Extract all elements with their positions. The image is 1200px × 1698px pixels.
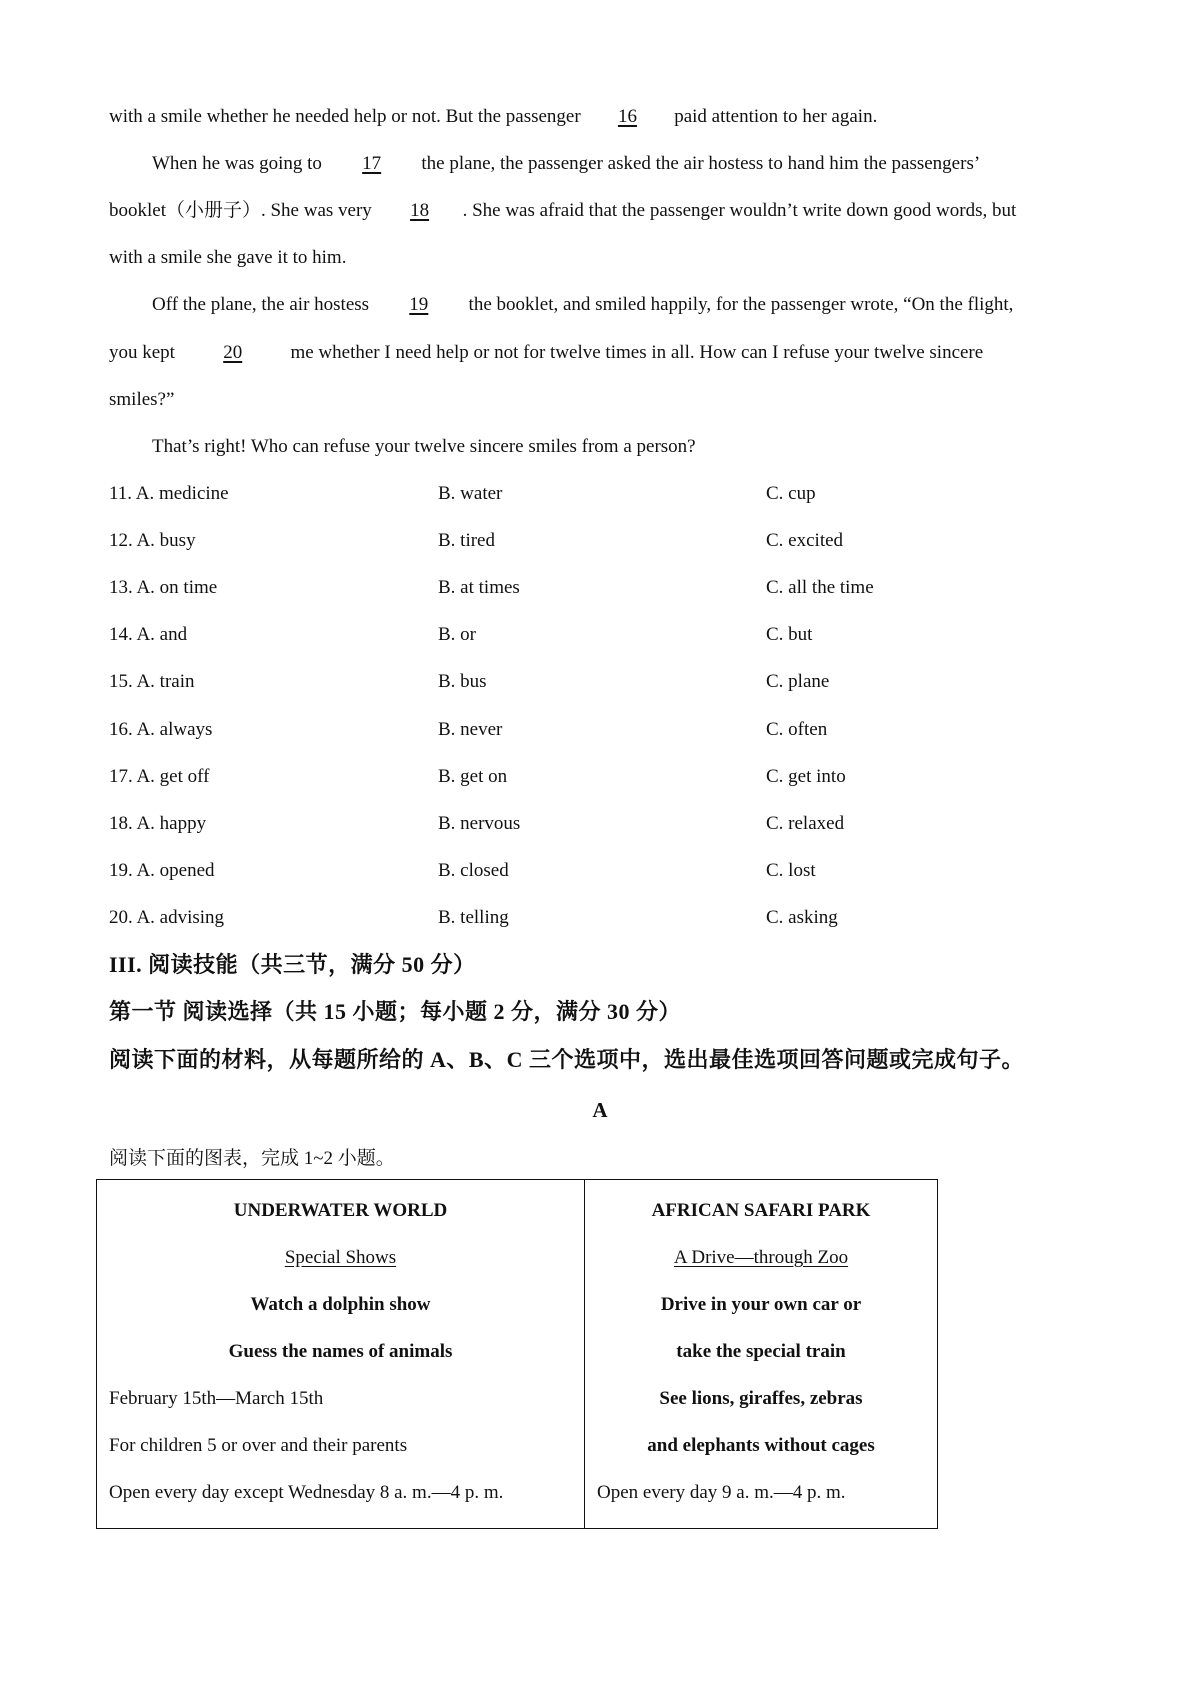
option-a: 18. A. happy	[109, 813, 207, 834]
option-row-11	[0, 481, 1200, 507]
section-heading: III. 阅读技能（共三节，满分 50 分）	[109, 952, 476, 977]
cell-line: take the special train	[676, 1341, 846, 1362]
option-a: 15. A. train	[109, 671, 195, 692]
option-row-15	[0, 669, 1200, 695]
passage-line	[152, 151, 980, 177]
option-a: 20. A. advising	[109, 907, 225, 928]
passage-text: booklet（小册子）. She was very	[109, 200, 377, 221]
cell-subtitle	[585, 1245, 937, 1271]
passage-text: me whether I need help or not for twelve times in all. How can I refuse your twelve sincere	[285, 342, 984, 363]
passage-line	[109, 340, 983, 366]
cell-title: UNDERWATER WORLD	[233, 1200, 448, 1221]
option-b: B. water	[438, 483, 503, 504]
option-b: B. closed	[438, 860, 509, 881]
passage-text: the booklet, and smiled happily, for the passenger wrote, “On the flight,	[463, 294, 1014, 315]
option-a: 11. A. medicine	[109, 483, 229, 504]
cell-line: Watch a dolphin show	[250, 1294, 431, 1315]
task-note: 阅读下面的图表，完成 1~2 小题。	[109, 1148, 395, 1169]
option-b: B. never	[438, 719, 503, 740]
option-c: C. cup	[766, 483, 816, 504]
passage-text: with a smile whether he needed help or not. But the passenger	[109, 106, 586, 127]
option-c: C. relaxed	[766, 813, 845, 834]
cell-dates: February 15th—March 15th	[109, 1388, 324, 1409]
option-a: 12. A. busy	[109, 530, 196, 551]
cell-title: AFRICAN SAFARI PARK	[651, 1200, 871, 1221]
passage-line: with a smile she gave it to him.	[109, 247, 347, 268]
passage-label: A	[592, 1098, 608, 1122]
passage-text: you kept	[109, 342, 180, 363]
option-row-14	[0, 622, 1200, 648]
option-b: B. get on	[438, 766, 508, 787]
option-c: C. lost	[766, 860, 816, 881]
passage-text: . She was afraid that the passenger wouldn’t write down good words, but	[462, 200, 1017, 221]
blank-16: 16	[617, 106, 637, 127]
cell-hours: Open every day except Wednesday 8 a. m.—4 p. m.	[109, 1482, 504, 1503]
underwater-world-cell	[97, 1180, 585, 1528]
option-c: C. all the time	[766, 577, 874, 598]
option-row-18	[0, 811, 1200, 837]
option-c: C. but	[766, 624, 813, 645]
option-b: B. tired	[438, 530, 495, 551]
passage-line	[152, 292, 1013, 318]
blank-17: 17	[362, 153, 382, 174]
option-a: 17. A. get off	[109, 766, 210, 787]
cell-line: See lions, giraffes, zebras	[659, 1388, 863, 1409]
passage-text: the plane, the passenger asked the air hostess to hand him the passengers’	[416, 153, 981, 174]
passage-line	[109, 104, 877, 130]
option-row-16	[0, 717, 1200, 743]
blank-18: 18	[410, 200, 430, 221]
option-b: B. nervous	[438, 813, 521, 834]
option-a: 19. A. opened	[109, 860, 215, 881]
option-row-13	[0, 575, 1200, 601]
passage-text: paid attention to her again.	[669, 106, 878, 127]
option-a: 14. A. and	[109, 624, 188, 645]
option-a: 13. A. on time	[109, 577, 218, 598]
info-table	[96, 1179, 938, 1529]
option-row-19	[0, 858, 1200, 884]
subsection-heading: 第一节 阅读选择（共 15 小题；每小题 2 分，满分 30 分）	[109, 999, 682, 1024]
cell-audience: For children 5 or over and their parents	[109, 1435, 408, 1456]
passage-text: Off the plane, the air hostess	[152, 294, 374, 315]
passage-line: smiles?”	[109, 389, 175, 410]
cell-line: and elephants without cages	[647, 1435, 875, 1456]
option-c: C. often	[766, 719, 828, 740]
cell-subtitle-text: Special Shows	[284, 1247, 397, 1268]
option-c: C. asking	[766, 907, 838, 928]
blank-20: 20	[223, 342, 243, 363]
passage-line	[109, 198, 1016, 224]
option-c: C. plane	[766, 671, 830, 692]
option-row-12	[0, 528, 1200, 554]
option-b: B. at times	[438, 577, 520, 598]
cell-line: Guess the names of animals	[228, 1341, 453, 1362]
cell-hours: Open every day 9 a. m.—4 p. m.	[597, 1482, 846, 1503]
blank-19: 19	[409, 294, 429, 315]
cell-subtitle	[97, 1245, 584, 1271]
cell-line: Drive in your own car or	[660, 1294, 862, 1315]
option-b: B. bus	[438, 671, 487, 692]
option-b: B. telling	[438, 907, 509, 928]
cell-subtitle-text: A Drive—through Zoo	[673, 1247, 849, 1268]
african-safari-park-cell	[585, 1180, 937, 1528]
option-c: C. get into	[766, 766, 846, 787]
option-a: 16. A. always	[109, 719, 213, 740]
option-c: C. excited	[766, 530, 844, 551]
instructions: 阅读下面的材料，从每题所给的 A、B、C 三个选项中，选出最佳选项回答问题或完成句子。	[109, 1047, 1024, 1072]
option-row-17	[0, 764, 1200, 790]
passage-text: When he was going to	[152, 153, 327, 174]
passage-line: That’s right! Who can refuse your twelve sincere smiles from a person?	[152, 436, 696, 457]
option-row-20	[0, 905, 1200, 931]
option-b: B. or	[438, 624, 476, 645]
